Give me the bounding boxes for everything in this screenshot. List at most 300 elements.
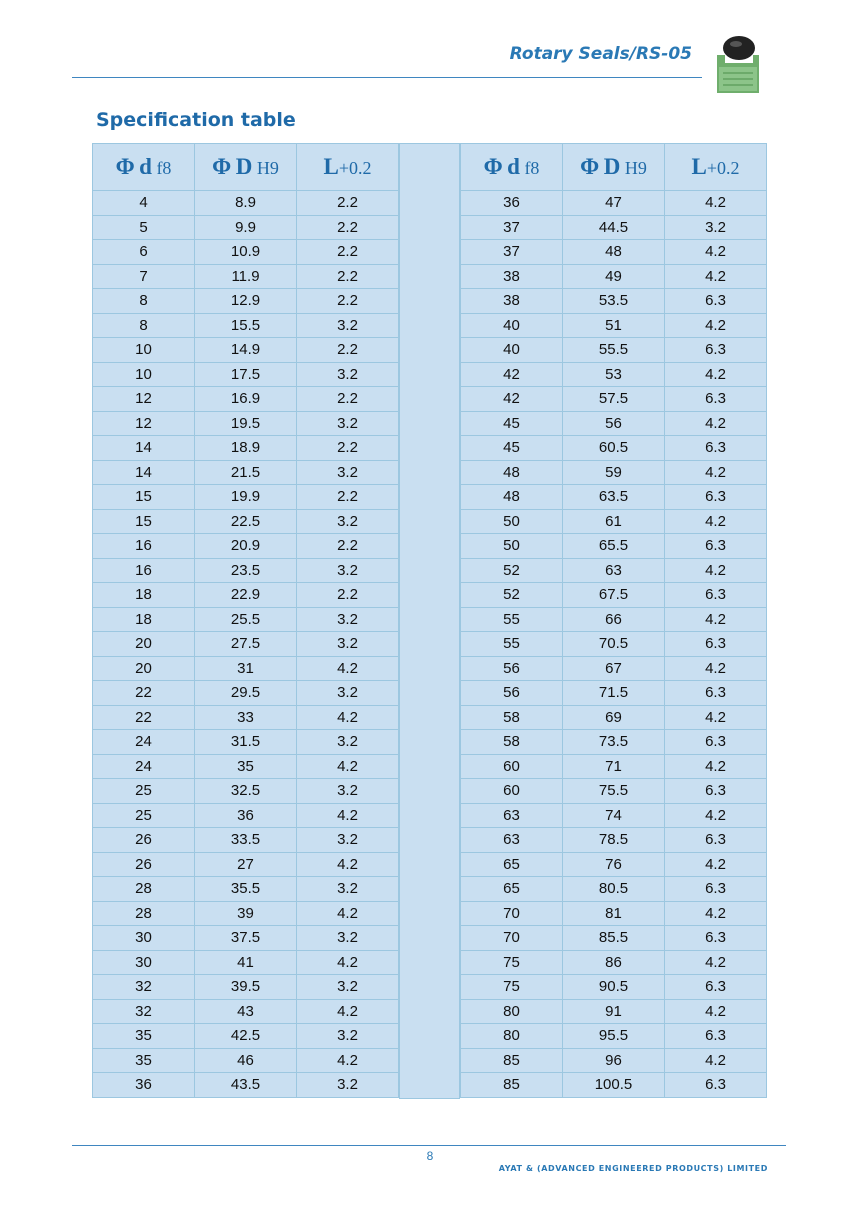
- table-cell: 3.2: [665, 215, 767, 240]
- table-cell: 6.3: [665, 387, 767, 412]
- table-cell: 22: [93, 705, 195, 730]
- table-cell: 3.2: [297, 828, 399, 853]
- table-cell: 46: [195, 1048, 297, 1073]
- table-row: [93, 509, 399, 534]
- table-cell: 3.2: [297, 313, 399, 338]
- table-row: [93, 681, 399, 706]
- table-cell: 6.3: [665, 485, 767, 510]
- table-cell: 100.5: [563, 1073, 665, 1098]
- table-cell: 47: [563, 191, 665, 216]
- table-cell: 12: [93, 387, 195, 412]
- table-cell: 28: [93, 877, 195, 902]
- table-cell: 36: [461, 191, 563, 216]
- table-row: [93, 1048, 399, 1073]
- table-row: [461, 1048, 767, 1073]
- table-cell: 6.3: [665, 583, 767, 608]
- table-cell: 96: [563, 1048, 665, 1073]
- table-cell: 40: [461, 338, 563, 363]
- table-cell: 42.5: [195, 1024, 297, 1049]
- table-cell: 6.3: [665, 779, 767, 804]
- table-cell: 18.9: [195, 436, 297, 461]
- table-cell: 4.2: [665, 950, 767, 975]
- table-cell: 3.2: [297, 362, 399, 387]
- table-cell: 67.5: [563, 583, 665, 608]
- table-row: [461, 730, 767, 755]
- table-row: [93, 534, 399, 559]
- table-cell: 35: [195, 754, 297, 779]
- table-row: [93, 803, 399, 828]
- table-cell: 4.2: [297, 999, 399, 1024]
- table-cell: 6.3: [665, 1073, 767, 1098]
- table-cell: 56: [461, 681, 563, 706]
- table-spacer-column: [399, 143, 460, 1099]
- table-row: [93, 485, 399, 510]
- table-cell: 19.5: [195, 411, 297, 436]
- table-cell: 3.2: [297, 877, 399, 902]
- table-row: [93, 583, 399, 608]
- table-cell: 25.5: [195, 607, 297, 632]
- table-cell: 24: [93, 730, 195, 755]
- table-cell: 63.5: [563, 485, 665, 510]
- table-row: [93, 999, 399, 1024]
- table-cell: 4.2: [665, 1048, 767, 1073]
- table-cell: 3.2: [297, 926, 399, 951]
- table-cell: 35: [93, 1024, 195, 1049]
- table-row: [461, 215, 767, 240]
- table-cell: 10.9: [195, 240, 297, 265]
- table-cell: 45: [461, 436, 563, 461]
- table-cell: 25: [93, 803, 195, 828]
- table-cell: 58: [461, 730, 563, 755]
- footer-divider: [72, 1145, 786, 1146]
- table-cell: 4.2: [297, 803, 399, 828]
- table-cell: 3.2: [297, 460, 399, 485]
- table-cell: 6: [93, 240, 195, 265]
- table-cell: 20: [93, 656, 195, 681]
- table-cell: 4: [93, 191, 195, 216]
- table-cell: 86: [563, 950, 665, 975]
- rotary-seal-logo-icon: [713, 33, 763, 95]
- table-cell: 3.2: [297, 975, 399, 1000]
- table-row: [461, 926, 767, 951]
- table-cell: 48: [563, 240, 665, 265]
- table-cell: 85: [461, 1073, 563, 1098]
- table-row: [461, 460, 767, 485]
- table-cell: 80.5: [563, 877, 665, 902]
- table-cell: 4.2: [665, 362, 767, 387]
- table-cell: 28: [93, 901, 195, 926]
- page-number: 8: [426, 1149, 434, 1163]
- table-cell: 38: [461, 264, 563, 289]
- table-cell: 75: [461, 950, 563, 975]
- table-cell: 80: [461, 1024, 563, 1049]
- table-cell: 27: [195, 852, 297, 877]
- table-cell: 32.5: [195, 779, 297, 804]
- table-cell: 12.9: [195, 289, 297, 314]
- header-inner-diameter: Φ d f8: [461, 144, 563, 191]
- table-cell: 6.3: [665, 926, 767, 951]
- table-cell: 55: [461, 607, 563, 632]
- table-cell: 6.3: [665, 681, 767, 706]
- table-cell: 4.2: [665, 754, 767, 779]
- table-cell: 58: [461, 705, 563, 730]
- table-cell: 8.9: [195, 191, 297, 216]
- table-cell: 27.5: [195, 632, 297, 657]
- table-cell: 4.2: [665, 656, 767, 681]
- table-cell: 85: [461, 1048, 563, 1073]
- table-cell: 11.9: [195, 264, 297, 289]
- table-cell: 4.2: [665, 264, 767, 289]
- table-cell: 4.2: [665, 509, 767, 534]
- table-cell: 6.3: [665, 828, 767, 853]
- table-cell: 63: [563, 558, 665, 583]
- table-cell: 61: [563, 509, 665, 534]
- table-row: [461, 950, 767, 975]
- table-row: [461, 313, 767, 338]
- table-cell: 6.3: [665, 1024, 767, 1049]
- table-cell: 12: [93, 411, 195, 436]
- header-outer-diameter: Φ D H9: [195, 144, 297, 191]
- table-row: [93, 926, 399, 951]
- table-row: [93, 656, 399, 681]
- table-row: [461, 436, 767, 461]
- table-cell: 21.5: [195, 460, 297, 485]
- table-cell: 63: [461, 803, 563, 828]
- table-cell: 39.5: [195, 975, 297, 1000]
- table-cell: 20: [93, 632, 195, 657]
- table-row: [93, 338, 399, 363]
- table-cell: 10: [93, 362, 195, 387]
- table-cell: 22.5: [195, 509, 297, 534]
- table-cell: 31.5: [195, 730, 297, 755]
- table-cell: 78.5: [563, 828, 665, 853]
- table-row: [461, 264, 767, 289]
- spec-table-left: [92, 143, 399, 1098]
- table-cell: 42: [461, 387, 563, 412]
- table-row: [93, 632, 399, 657]
- table-cell: 4.2: [665, 852, 767, 877]
- table-row: [93, 460, 399, 485]
- table-row: [93, 950, 399, 975]
- table-cell: 36: [93, 1073, 195, 1098]
- table-cell: 3.2: [297, 779, 399, 804]
- table-cell: 2.2: [297, 534, 399, 559]
- table-cell: 55.5: [563, 338, 665, 363]
- table-row: [461, 607, 767, 632]
- table-cell: 60.5: [563, 436, 665, 461]
- table-row: [461, 509, 767, 534]
- table-cell: 5: [93, 215, 195, 240]
- section-title: Specification table: [96, 109, 296, 131]
- table-cell: 2.2: [297, 436, 399, 461]
- table-cell: 75.5: [563, 779, 665, 804]
- table-cell: 16: [93, 534, 195, 559]
- table-row: [93, 828, 399, 853]
- table-cell: 4.2: [297, 950, 399, 975]
- table-row: [461, 779, 767, 804]
- table-cell: 20.9: [195, 534, 297, 559]
- table-cell: 2.2: [297, 583, 399, 608]
- table-cell: 50: [461, 534, 563, 559]
- table-cell: 3.2: [297, 509, 399, 534]
- table-cell: 45: [461, 411, 563, 436]
- header-inner-diameter: Φ d f8: [93, 144, 195, 191]
- table-cell: 2.2: [297, 240, 399, 265]
- table-cell: 35.5: [195, 877, 297, 902]
- table-cell: 4.2: [665, 803, 767, 828]
- table-cell: 51: [563, 313, 665, 338]
- table-cell: 2.2: [297, 289, 399, 314]
- table-cell: 18: [93, 583, 195, 608]
- table-cell: 8: [93, 313, 195, 338]
- table-cell: 39: [195, 901, 297, 926]
- table-cell: 6.3: [665, 975, 767, 1000]
- table-cell: 4.2: [297, 1048, 399, 1073]
- table-cell: 4.2: [297, 705, 399, 730]
- table-cell: 43.5: [195, 1073, 297, 1098]
- table-cell: 65: [461, 852, 563, 877]
- table-cell: 53.5: [563, 289, 665, 314]
- table-cell: 4.2: [665, 558, 767, 583]
- table-header-row: [461, 144, 767, 191]
- header-length: L+0.2: [297, 144, 399, 191]
- table-row: [93, 901, 399, 926]
- table-cell: 22.9: [195, 583, 297, 608]
- table-cell: 4.2: [297, 852, 399, 877]
- table-row: [461, 362, 767, 387]
- table-cell: 6.3: [665, 730, 767, 755]
- table-row: [461, 1024, 767, 1049]
- table-cell: 38: [461, 289, 563, 314]
- table-cell: 8: [93, 289, 195, 314]
- table-cell: 22: [93, 681, 195, 706]
- table-row: [93, 436, 399, 461]
- table-row: [461, 852, 767, 877]
- table-cell: 16: [93, 558, 195, 583]
- table-cell: 56: [461, 656, 563, 681]
- table-row: [461, 191, 767, 216]
- table-row: [93, 730, 399, 755]
- table-row: [93, 215, 399, 240]
- table-cell: 4.2: [665, 607, 767, 632]
- table-row: [93, 975, 399, 1000]
- table-cell: 2.2: [297, 191, 399, 216]
- table-cell: 74: [563, 803, 665, 828]
- table-row: [461, 754, 767, 779]
- table-row: [93, 877, 399, 902]
- table-cell: 4.2: [665, 240, 767, 265]
- table-cell: 75: [461, 975, 563, 1000]
- table-cell: 3.2: [297, 607, 399, 632]
- table-cell: 63: [461, 828, 563, 853]
- table-cell: 2.2: [297, 387, 399, 412]
- table-cell: 71: [563, 754, 665, 779]
- table-row: [93, 240, 399, 265]
- table-row: [461, 558, 767, 583]
- table-cell: 6.3: [665, 877, 767, 902]
- table-row: [461, 877, 767, 902]
- table-cell: 36: [195, 803, 297, 828]
- table-cell: 35: [93, 1048, 195, 1073]
- table-cell: 3.2: [297, 558, 399, 583]
- table-row: [461, 975, 767, 1000]
- table-cell: 37.5: [195, 926, 297, 951]
- table-cell: 40: [461, 313, 563, 338]
- table-cell: 26: [93, 828, 195, 853]
- table-cell: 3.2: [297, 1024, 399, 1049]
- table-cell: 65: [461, 877, 563, 902]
- table-cell: 37: [461, 240, 563, 265]
- table-row: [461, 705, 767, 730]
- table-cell: 9.9: [195, 215, 297, 240]
- table-cell: 48: [461, 460, 563, 485]
- table-row: [93, 191, 399, 216]
- table-cell: 4.2: [297, 754, 399, 779]
- document-title: Rotary Seals/RS-05: [509, 44, 692, 64]
- table-row: [93, 558, 399, 583]
- table-cell: 2.2: [297, 338, 399, 363]
- table-row: [93, 779, 399, 804]
- table-row: [461, 656, 767, 681]
- table-cell: 4.2: [665, 901, 767, 926]
- table-cell: 44.5: [563, 215, 665, 240]
- table-cell: 3.2: [297, 681, 399, 706]
- table-cell: 15: [93, 485, 195, 510]
- table-cell: 50: [461, 509, 563, 534]
- table-row: [461, 803, 767, 828]
- table-cell: 25: [93, 779, 195, 804]
- table-cell: 95.5: [563, 1024, 665, 1049]
- table-cell: 41: [195, 950, 297, 975]
- table-cell: 33: [195, 705, 297, 730]
- table-row: [461, 240, 767, 265]
- table-cell: 19.9: [195, 485, 297, 510]
- table-cell: 3.2: [297, 730, 399, 755]
- table-cell: 3.2: [297, 1073, 399, 1098]
- header-outer-diameter: Φ D H9: [563, 144, 665, 191]
- table-cell: 90.5: [563, 975, 665, 1000]
- table-cell: 3.2: [297, 411, 399, 436]
- table-cell: 6.3: [665, 534, 767, 559]
- table-row: [461, 411, 767, 436]
- table-row: [93, 387, 399, 412]
- table-cell: 80: [461, 999, 563, 1024]
- spec-table-right: [460, 143, 767, 1098]
- table-cell: 17.5: [195, 362, 297, 387]
- table-row: [461, 485, 767, 510]
- table-cell: 49: [563, 264, 665, 289]
- table-cell: 43: [195, 999, 297, 1024]
- table-cell: 26: [93, 852, 195, 877]
- table-cell: 55: [461, 632, 563, 657]
- table-cell: 52: [461, 583, 563, 608]
- table-cell: 70: [461, 926, 563, 951]
- table-row: [461, 828, 767, 853]
- table-cell: 57.5: [563, 387, 665, 412]
- table-row: [461, 1073, 767, 1098]
- table-cell: 10: [93, 338, 195, 363]
- table-cell: 18: [93, 607, 195, 632]
- table-cell: 14: [93, 436, 195, 461]
- table-row: [93, 313, 399, 338]
- table-row: [461, 583, 767, 608]
- table-cell: 2.2: [297, 485, 399, 510]
- table-row: [461, 999, 767, 1024]
- table-row: [461, 338, 767, 363]
- table-cell: 4.2: [297, 656, 399, 681]
- table-cell: 3.2: [297, 632, 399, 657]
- table-cell: 67: [563, 656, 665, 681]
- table-cell: 73.5: [563, 730, 665, 755]
- table-row: [461, 901, 767, 926]
- table-cell: 4.2: [665, 411, 767, 436]
- table-row: [93, 607, 399, 632]
- table-cell: 15: [93, 509, 195, 534]
- table-cell: 30: [93, 950, 195, 975]
- table-cell: 6.3: [665, 338, 767, 363]
- table-cell: 2.2: [297, 264, 399, 289]
- table-cell: 66: [563, 607, 665, 632]
- table-row: [93, 1073, 399, 1098]
- table-cell: 6.3: [665, 436, 767, 461]
- table-cell: 4.2: [665, 191, 767, 216]
- table-row: [461, 632, 767, 657]
- table-cell: 2.2: [297, 215, 399, 240]
- table-cell: 31: [195, 656, 297, 681]
- table-row: [93, 852, 399, 877]
- table-cell: 14.9: [195, 338, 297, 363]
- table-cell: 53: [563, 362, 665, 387]
- table-row: [93, 264, 399, 289]
- table-row: [461, 387, 767, 412]
- table-cell: 60: [461, 754, 563, 779]
- table-cell: 4.2: [297, 901, 399, 926]
- table-cell: 85.5: [563, 926, 665, 951]
- table-cell: 6.3: [665, 289, 767, 314]
- table-cell: 7: [93, 264, 195, 289]
- table-cell: 6.3: [665, 632, 767, 657]
- table-row: [93, 1024, 399, 1049]
- table-cell: 81: [563, 901, 665, 926]
- table-row: [93, 289, 399, 314]
- table-cell: 37: [461, 215, 563, 240]
- company-name: AYAT & (ADVANCED ENGINEERED PRODUCTS) LIMITED: [498, 1164, 768, 1173]
- table-cell: 60: [461, 779, 563, 804]
- table-cell: 14: [93, 460, 195, 485]
- table-row: [93, 705, 399, 730]
- table-row: [93, 362, 399, 387]
- table-cell: 69: [563, 705, 665, 730]
- table-cell: 15.5: [195, 313, 297, 338]
- table-row: [93, 411, 399, 436]
- table-row: [93, 754, 399, 779]
- table-cell: 91: [563, 999, 665, 1024]
- table-row: [461, 289, 767, 314]
- table-cell: 33.5: [195, 828, 297, 853]
- table-cell: 29.5: [195, 681, 297, 706]
- table-cell: 71.5: [563, 681, 665, 706]
- table-cell: 76: [563, 852, 665, 877]
- table-cell: 70.5: [563, 632, 665, 657]
- table-row: [461, 534, 767, 559]
- table-cell: 56: [563, 411, 665, 436]
- table-cell: 48: [461, 485, 563, 510]
- table-cell: 42: [461, 362, 563, 387]
- table-cell: 24: [93, 754, 195, 779]
- table-cell: 4.2: [665, 999, 767, 1024]
- table-cell: 32: [93, 999, 195, 1024]
- table-cell: 23.5: [195, 558, 297, 583]
